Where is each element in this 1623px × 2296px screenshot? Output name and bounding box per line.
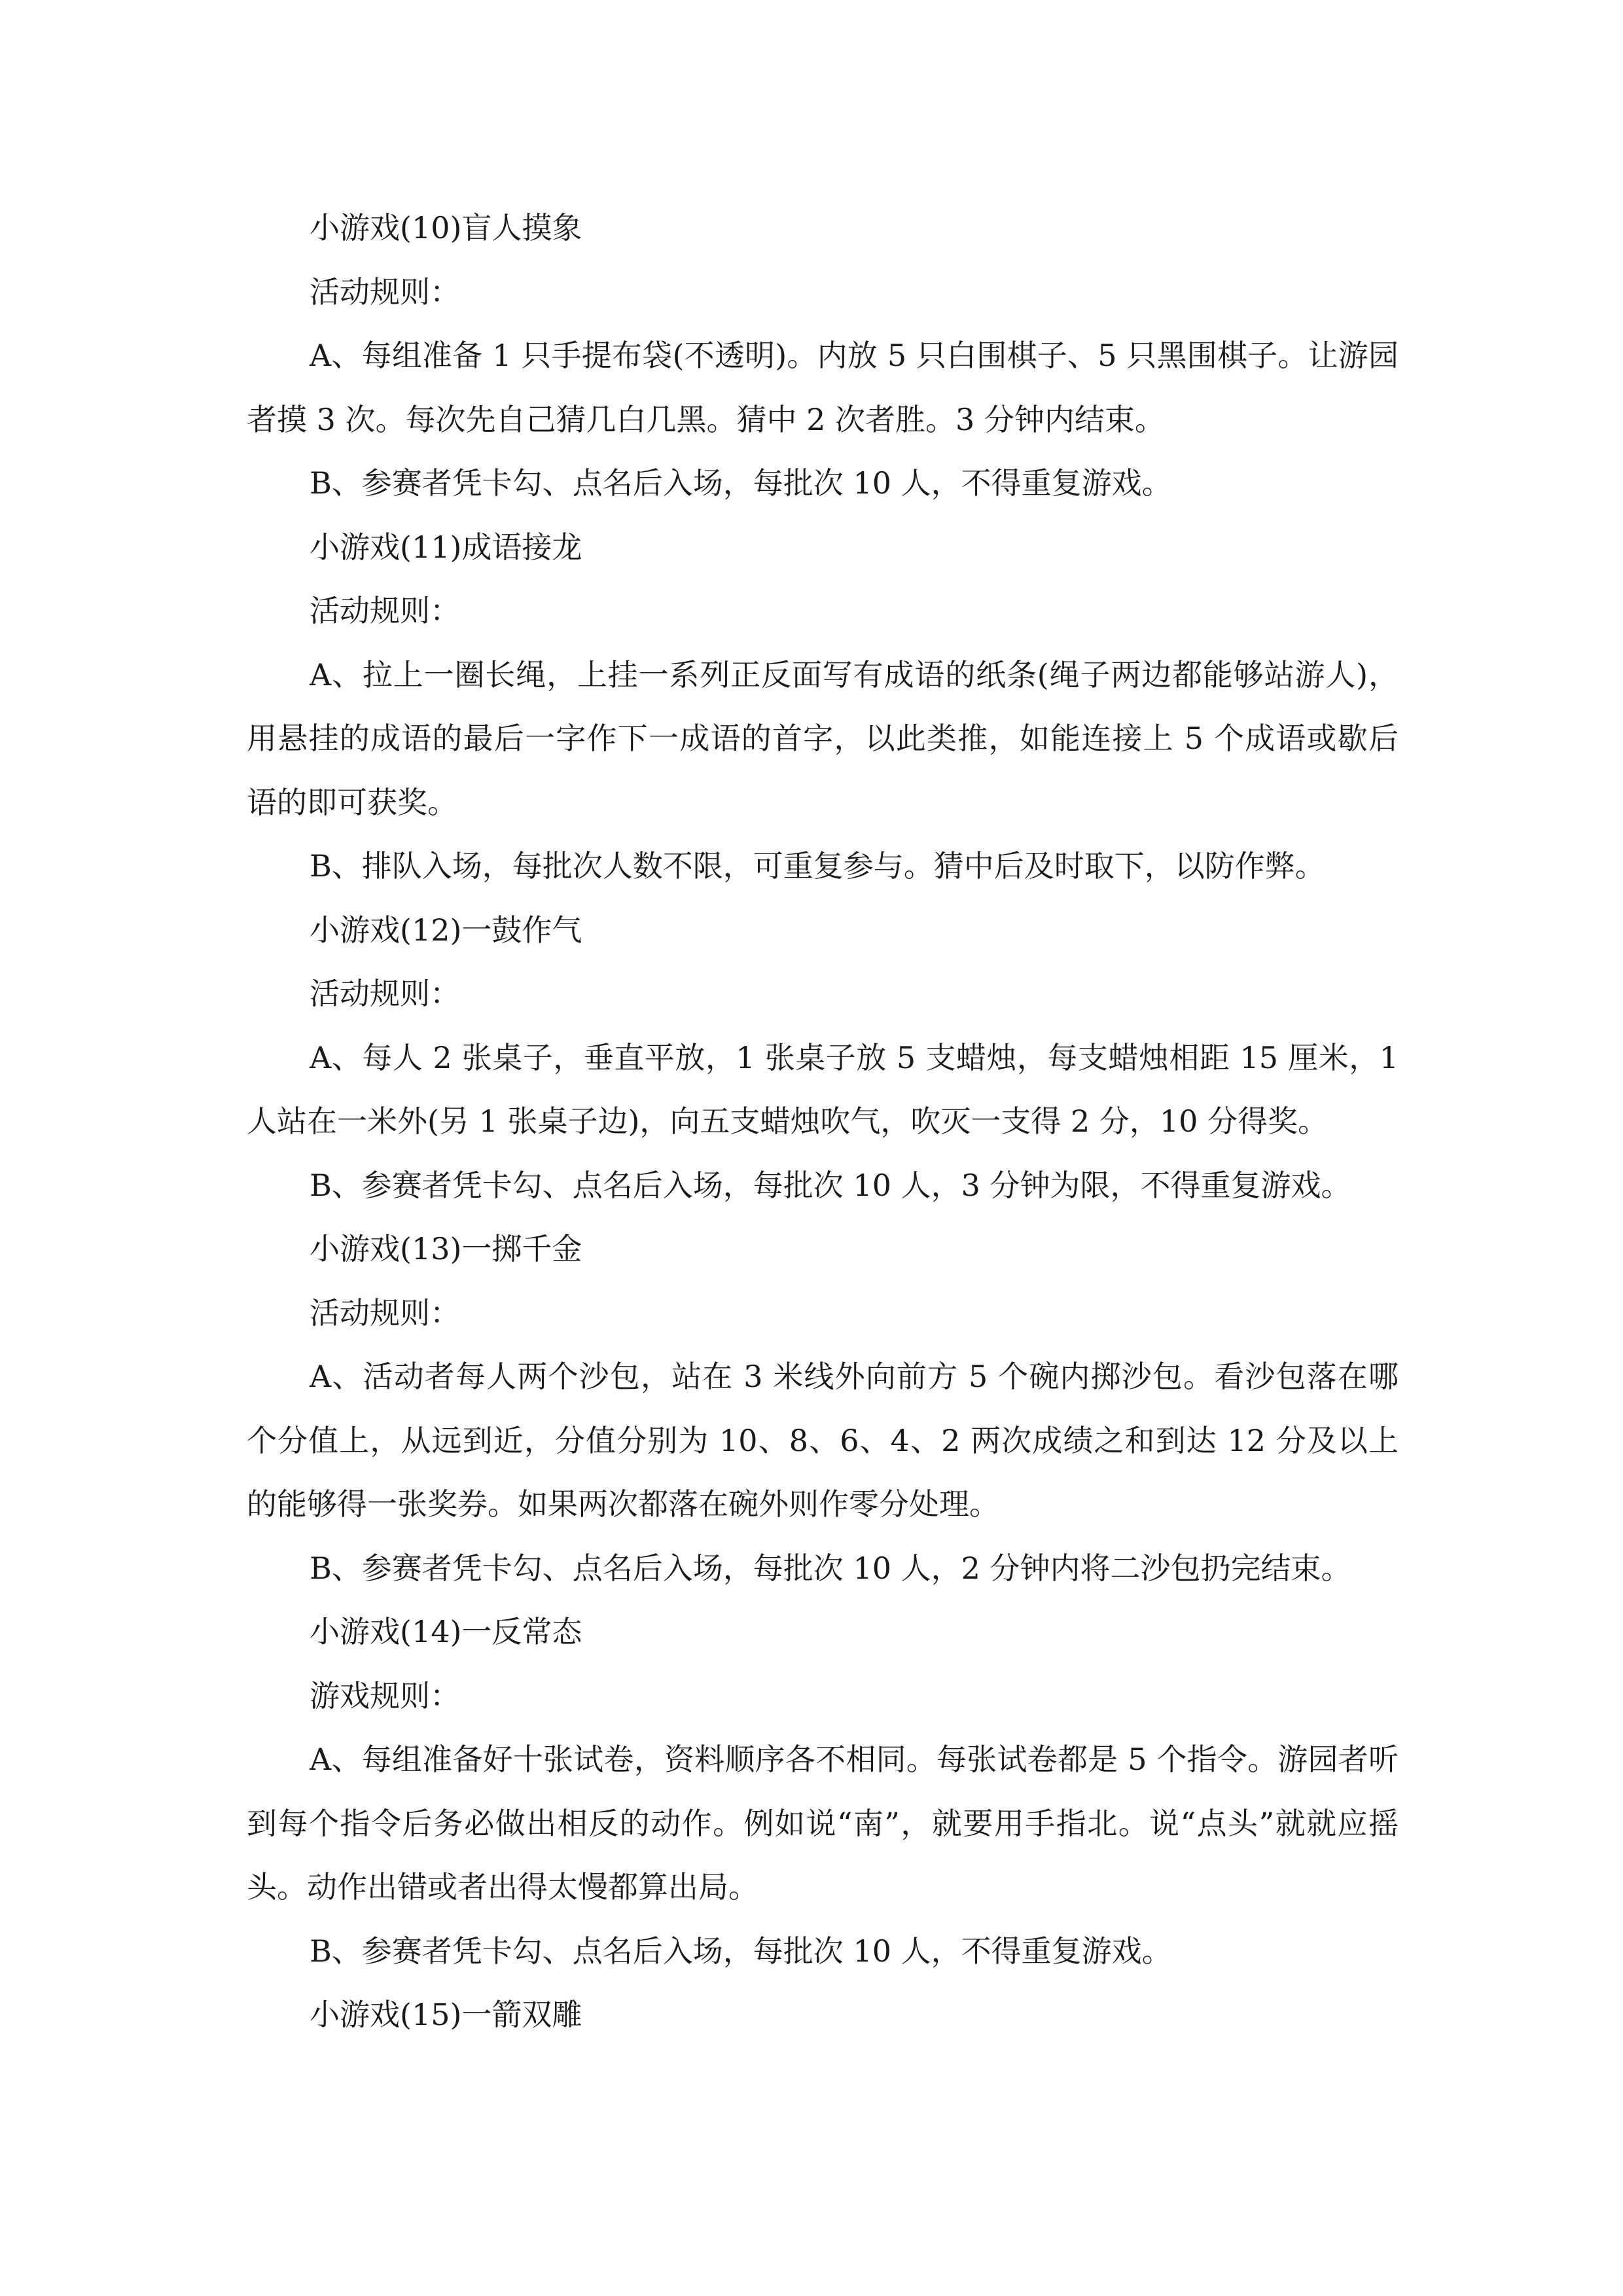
rule-paragraph: A、每组准备好十张试卷，资料顺序各不相同。每张试卷都是 5 个指令。游园者听到每个指令后务必做出相反的动作。例如说“南”，就要用手指北。说“点头”就就应摇头。动作出错或者出得太慢都算出局。 bbox=[247, 1742, 1399, 1905]
rules-label: 活动规则： bbox=[310, 1295, 460, 1331]
game-14-heading: 小游戏(14)一反常态 bbox=[310, 1614, 582, 1649]
rule-paragraph: A、拉上一圈长绳，上挂一系列正反面写有成语的纸条(绳子两边都能够站游人)，用悬挂的成语的最后一字作下一成语的首字，以此类推，如能连接上 5 个成语或歇后语的即可获奖。 bbox=[247, 656, 1399, 820]
rule-paragraph: B、参赛者凭卡勾、点名后入场，每批次 10 人，不得重复游戏。 bbox=[310, 1933, 1172, 1969]
rule-paragraph: B、参赛者凭卡勾、点名后入场，每批次 10 人，不得重复游戏。 bbox=[310, 465, 1172, 501]
rule-paragraph: A、每组准备 1 只手提布袋(不透明)。内放 5 只白围棋子、5 只黑围棋子。让游园者摸 3 次。每次先自己猜几白几黑。猜中 2 次者胜。3 分钟内结束。 bbox=[247, 338, 1399, 437]
document-body bbox=[247, 196, 1399, 2047]
rules-label: 游戏规则： bbox=[310, 1677, 460, 1713]
game-11-heading: 小游戏(11)成语接龙 bbox=[310, 529, 582, 565]
game-15-heading: 小游戏(15)一箭双雕 bbox=[310, 1997, 582, 2032]
rule-paragraph: B、参赛者凭卡勾、点名后入场，每批次 10 人，3 分钟为限，不得重复游戏。 bbox=[310, 1167, 1351, 1203]
rules-label: 活动规则： bbox=[310, 274, 460, 310]
rule-paragraph: B、排队入场，每批次人数不限，可重复参与。猜中后及时取下，以防作弊。 bbox=[310, 848, 1325, 884]
rule-paragraph: A、活动者每人两个沙包，站在 3 米线外向前方 5 个碗内掷沙包。看沙包落在哪个分值上，从远到近，分值分别为 10、8、6、4、2 两次成绩之和到达 12 分及以上的能够得一张奖券。如果两次都落在碗外则作零分处理。 bbox=[247, 1359, 1399, 1522]
rule-paragraph: B、参赛者凭卡勾、点名后入场，每批次 10 人，2 分钟内将二沙包扔完结束。 bbox=[310, 1550, 1351, 1586]
game-10-heading: 小游戏(10)盲人摸象 bbox=[310, 210, 582, 245]
game-13-heading: 小游戏(13)一掷千金 bbox=[310, 1231, 582, 1266]
game-12-heading: 小游戏(12)一鼓作气 bbox=[310, 912, 582, 948]
rule-paragraph: A、每人 2 张桌子，垂直平放，1 张桌子放 5 支蜡烛，每支蜡烛相距 15 厘米，1 人站在一米外(另 1 张桌子边)，向五支蜡烛吹气，吹灭一支得 2 分，10 分得奖。 bbox=[247, 1039, 1399, 1139]
rules-label: 活动规则： bbox=[310, 976, 460, 1011]
rules-label: 活动规则： bbox=[310, 593, 460, 628]
